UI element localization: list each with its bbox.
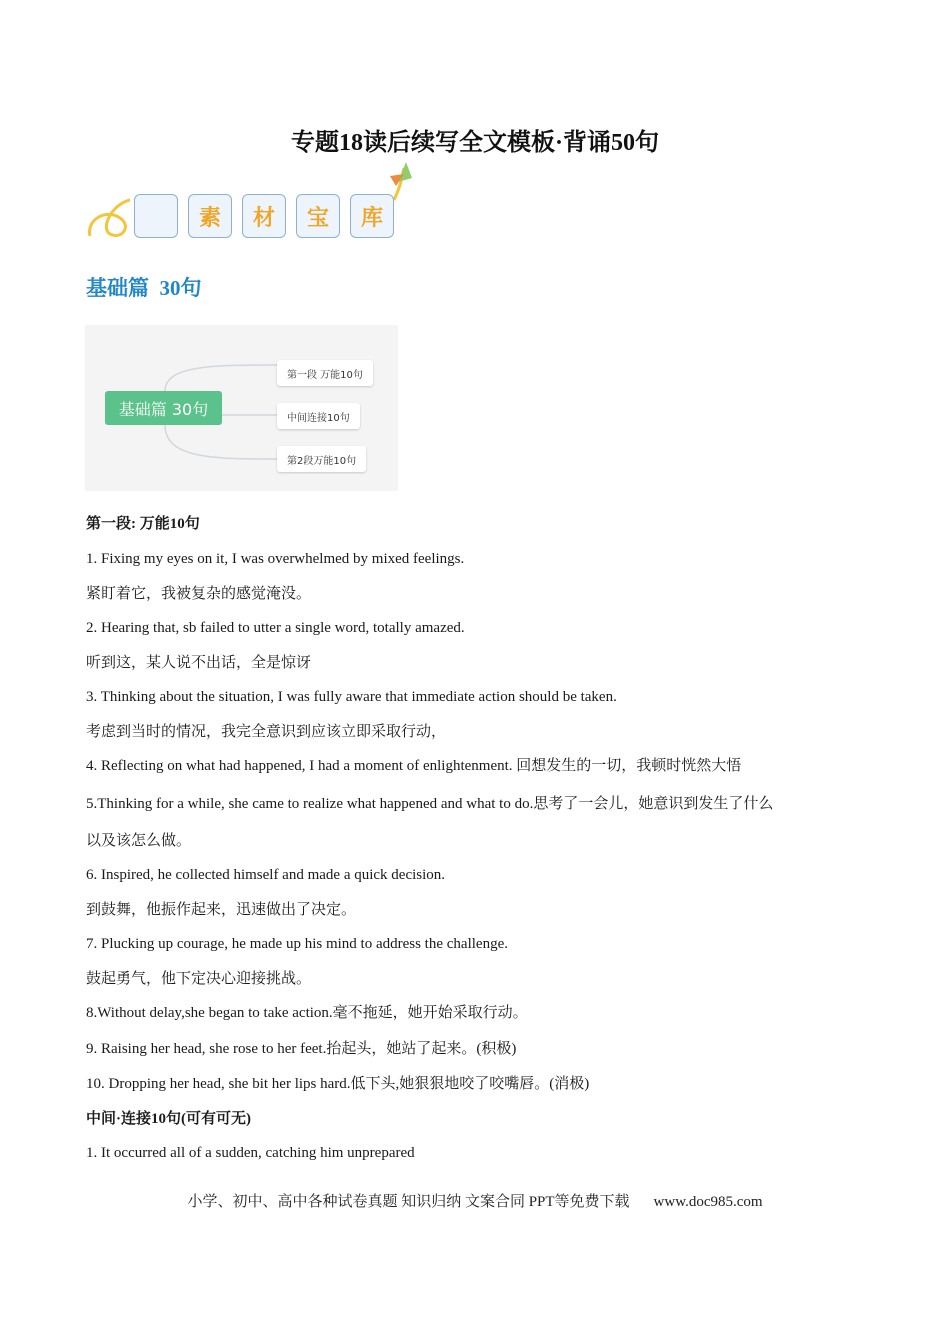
page-footer <box>0 1190 950 1211</box>
mind-map-node: 中间连接10句 <box>277 403 360 429</box>
banner-char-3: 宝 <box>296 194 340 238</box>
line: 第一段: 万能10句 <box>86 516 200 532</box>
footer-site-link[interactable]: www.doc985.com <box>653 1194 763 1210</box>
banner-char-1: 素 <box>188 194 232 238</box>
mind-map-root: 基础篇 30句 <box>105 391 222 425</box>
page-title: 专题18读后续写全文模板·背诵50句 <box>290 130 659 156</box>
line: 1. It occurred all of a sudden, catching him unprepared <box>86 1145 415 1161</box>
footer-text: 小学、初中、高中各种试卷真题 知识归纳 文案合同 PPT等免费下载 <box>187 1194 630 1210</box>
section-heading: 基础篇 30句 <box>86 276 202 300</box>
line: 5.Thinking for a while, she came to realize what happened and what to do.思考了一会儿，她意识到发生了什么 <box>86 796 774 812</box>
line: 10. Dropping her head, she bit her lips hard.低下头,她狠狠地咬了咬嘴唇。(消极) <box>86 1076 590 1092</box>
mind-map-node: 第2段万能10句 <box>277 446 366 472</box>
mind-map <box>85 325 398 491</box>
line: 2. Hearing that, sb failed to utter a single word, totally amazed. <box>86 620 465 636</box>
material-banner <box>86 160 426 250</box>
line: 9. Raising her head, she rose to her feet.抬起头，她站了起来。(积极) <box>86 1041 517 1057</box>
line: 到鼓舞，他振作起来，迅速做出了决定。 <box>86 902 357 918</box>
line: 紧盯着它，我被复杂的感觉淹没。 <box>86 586 312 602</box>
banner-char-2: 材 <box>242 194 286 238</box>
line: 3. Thinking about the situation, I was fully aware that immediate action should be taken. <box>86 689 617 705</box>
line: 听到这，某人说不出话，全是惊讶 <box>86 655 312 671</box>
line: 考虑到当时的情况，我完全意识到应该立即采取行动， <box>86 724 447 740</box>
line: 8.Without delay,she began to take action.毫不拖延，她开始采取行动。 <box>86 1005 528 1021</box>
line: 7. Plucking up courage, he made up his mind to address the challenge. <box>86 936 508 952</box>
banner-char-4: 库 <box>350 194 394 238</box>
banner-circle-box <box>134 194 178 238</box>
line: 鼓起勇气，他下定决心迎接挑战。 <box>86 971 312 987</box>
line: 中间·连接10句(可有可无) <box>86 1111 251 1127</box>
line: 1. Fixing my eyes on it, I was overwhelmed by mixed feelings. <box>86 551 465 567</box>
mind-map-node: 第一段 万能10句 <box>277 360 373 386</box>
line: 6. Inspired, he collected himself and made a quick decision. <box>86 867 446 883</box>
line: 4. Reflecting on what had happened, I had a moment of enlightenment. 回想发生的一切，我顿时恍然大悟 <box>86 758 742 774</box>
line: 以及该怎么做。 <box>86 833 192 849</box>
